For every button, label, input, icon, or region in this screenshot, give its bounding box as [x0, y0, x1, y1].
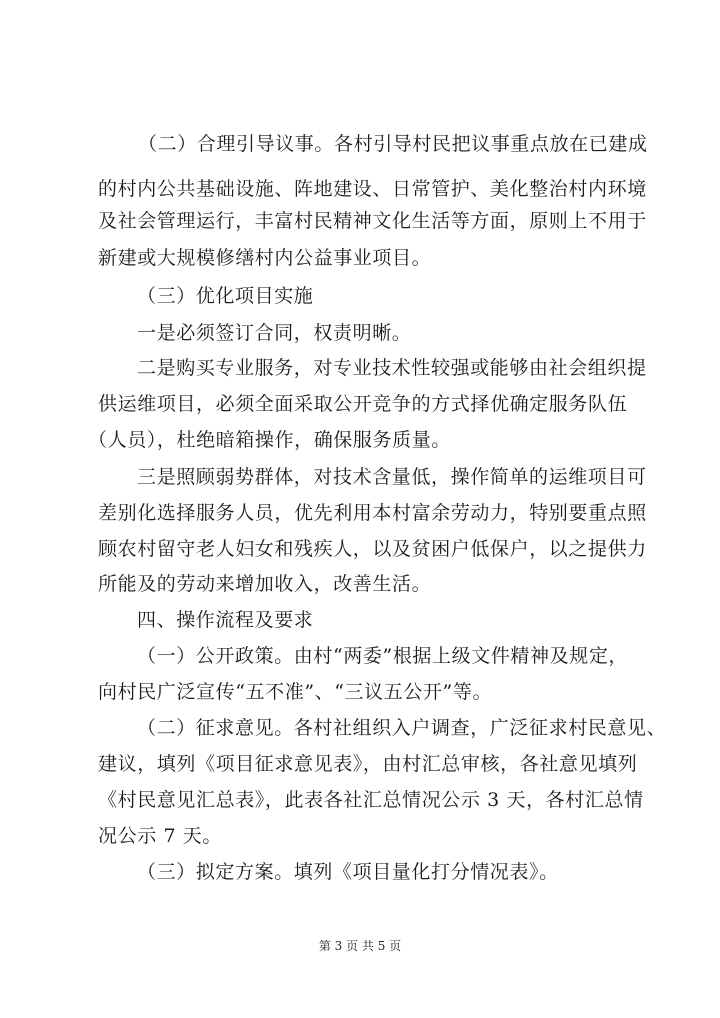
- page-number-footer: 第 3 页 共 5 页: [318, 939, 402, 953]
- text-line: 所能及的劳动来增加收入，改善生活。: [98, 573, 432, 595]
- text-line: （二）征求意见。各村社组织入户调查，广泛征求村民意见、: [137, 717, 667, 739]
- text-line: 四、操作流程及要求: [137, 609, 314, 631]
- text-line: 《村民意见汇总表》，此表各社汇总情况公示 3 天，各村汇总情: [98, 789, 644, 811]
- text-line: （人员），杜绝暗箱操作，确保服务质量。: [88, 429, 451, 451]
- text-line: 况公示 7 天。: [98, 825, 222, 847]
- text-line: 差别化选择服务人员，优先利用本村富余劳动力，特别要重点照: [98, 502, 647, 524]
- text-line: 供运维项目，必须全面采取公开竞争的方式择优确定服务队伍: [98, 393, 628, 415]
- text-line: 二是购买专业服务，对专业技术性较强或能够由社会组织提: [137, 357, 647, 379]
- text-line: 的村内公共基础设施、阵地建设、日常管护、美化整治村内环境: [98, 178, 647, 200]
- text-line: （三）拟定方案。填列《项目量化打分情况表》。: [137, 861, 559, 883]
- text-line: 一是必须签订合同，权责明晰。: [137, 322, 412, 344]
- text-line: 及社会管理运行，丰富村民精神文化生活等方面，原则上不用于: [98, 210, 647, 232]
- text-line: 新建或大规模修缮村内公益事业项目。: [98, 247, 432, 269]
- text-line: （一）公开政策。由村“两委”根据上级文件精神及规定，: [137, 645, 629, 667]
- text-line: 三是照顾弱势群体，对技术含量低，操作简单的运维项目可: [137, 466, 647, 488]
- text-line: （三）优化项目实施: [137, 285, 314, 307]
- text-line: 向村民广泛宣传“五不准”、“三议五公开”等。: [98, 681, 493, 703]
- text-line: 建议，填列《项目征求意见表》，由村汇总审核，各社意见填列: [98, 753, 638, 775]
- text-line: 顾农村留守老人妇女和残疾人，以及贫困户低保户，以之提供力: [98, 538, 647, 560]
- text-line: （二）合理引导议事。各村引导村民把议事重点放在已建成: [138, 133, 648, 155]
